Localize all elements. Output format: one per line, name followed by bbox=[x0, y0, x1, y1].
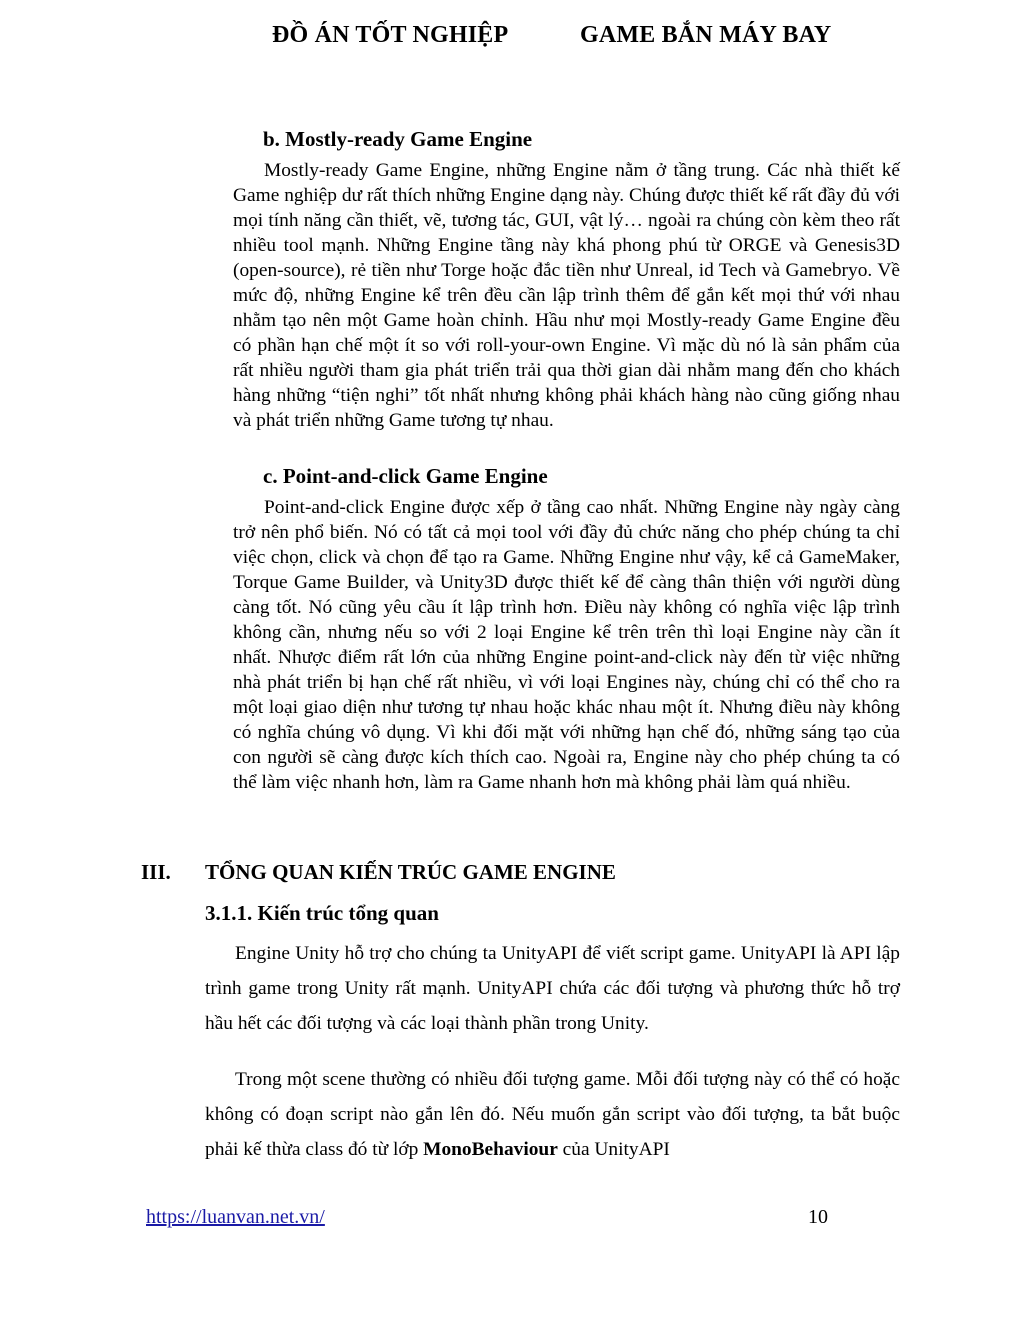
section-c-heading: c. Point-and-click Game Engine bbox=[263, 464, 548, 488]
header-left-title: ĐỒ ÁN TỐT NGHIỆP bbox=[272, 22, 509, 48]
section-iii-title: TỔNG QUAN KIẾN TRÚC GAME ENGINE bbox=[205, 860, 616, 884]
scene-paragraph bbox=[205, 1062, 900, 1167]
page-number: 10 bbox=[808, 1206, 828, 1228]
section-iii-number: III. bbox=[141, 860, 171, 884]
section-b-paragraph: Mostly-ready Game Engine, những Engine nằm ở tầng trung. Các nhà thiết kế Game nghiệp dư rất thích những Engine dạng này. Chúng được thiết kế rất đầy đủ với mọi tính năng cần thiết, vẽ, tương tác, GUI, vật lý… ngoài ra chúng còn kèm theo rất nhiều tool mạnh. Những Engine tầng này khá phong phú từ ORGE và Genesis3D (open-source), rẻ tiền như Torge hoặc đắc tiền như Unreal, id Tech và Gamebryo. Về mức độ, những Engine kể trên đều cần lập trình thêm để gắn kết mọi thứ với nhau nhằm tạo nên một Game hoàn chỉnh. Hầu như mọi Mostly-ready Game Engine đều có phần hạn chế một ít so với roll-your-own Engine. Vì mặc dù nó là sản phẩm của rất nhiều người tham gia phát triển trải qua thời gian dài nhằm mang đến cho khách hàng những “tiện nghi” tốt nhất nhưng không phải khách hàng nào cũng giống nhau và phát triển những Game tương tự nhau. bbox=[233, 160, 900, 431]
subsection-heading: 3.1.1. Kiến trúc tổng quan bbox=[205, 901, 439, 925]
footer-source-link[interactable]: https://luanvan.net.vn/ bbox=[146, 1206, 325, 1228]
section-b-heading: b. Mostly-ready Game Engine bbox=[263, 127, 533, 151]
header-right-title: GAME BẮN MÁY BAY bbox=[580, 22, 832, 48]
scene-paragraph-text: Trong một scene thường có nhiều đối tượng game. Mỗi đối tượng này có thể có hoặc không có đoạn script nào gắn lên đó. Nếu muốn gắn script vào đối tượng, ta bắt buộc phải kế thừa class đó từ lớp bbox=[205, 1069, 900, 1160]
monobehaviour-term: MonoBehaviour bbox=[423, 1139, 558, 1160]
scene-paragraph-tail: của UnityAPI bbox=[557, 1139, 670, 1160]
unity-api-paragraph: Engine Unity hỗ trợ cho chúng ta UnityAPI để viết script game. UnityAPI là API lập trình game trong Unity rất mạnh. UnityAPI chứa các đối tượng và phương thức hỗ trợ hầu hết các đối tượng và các loại thành phần trong Unity. bbox=[205, 943, 900, 1034]
section-c-paragraph: Point-and-click Engine được xếp ở tầng cao nhất. Những Engine này ngày càng trở nên phổ biến. Nó có tất cả mọi tool với đầy đủ chức năng cho phép chúng ta chỉ việc chọn, click và chọn để tạo ra Game. Những Engine như vậy, kể cả GameMaker, Torque Game Builder, và Unity3D được thiết kế để càng thân thiện với người dùng càng tốt. Nó cũng yêu cầu ít lập trình hơn. Điều này không có nghĩa việc lập trình không cần, nhưng nếu so với 2 loại Engine kể trên trên thì loại Engine này cần ít nhất. Nhược điểm rất lớn của những Engine point-and-click này đến từ việc những nhà phát triển bị hạn chế rất nhiều, vì với loại Engines này, chúng chỉ có thể cho ra một loại giao diện như tương tự nhau hoặc khác nhau một ít. Nhưng điều này không có nghĩa chúng vô dụng. Vì khi đối mặt với những hạn chế đó, những sáng tạo của con người sẽ càng được kích thích cao. Ngoài ra, Engine này cho phép chúng ta có thể làm việc nhanh hơn, làm ra Game nhanh hơn mà không phải làm quá nhiều. bbox=[233, 497, 900, 793]
